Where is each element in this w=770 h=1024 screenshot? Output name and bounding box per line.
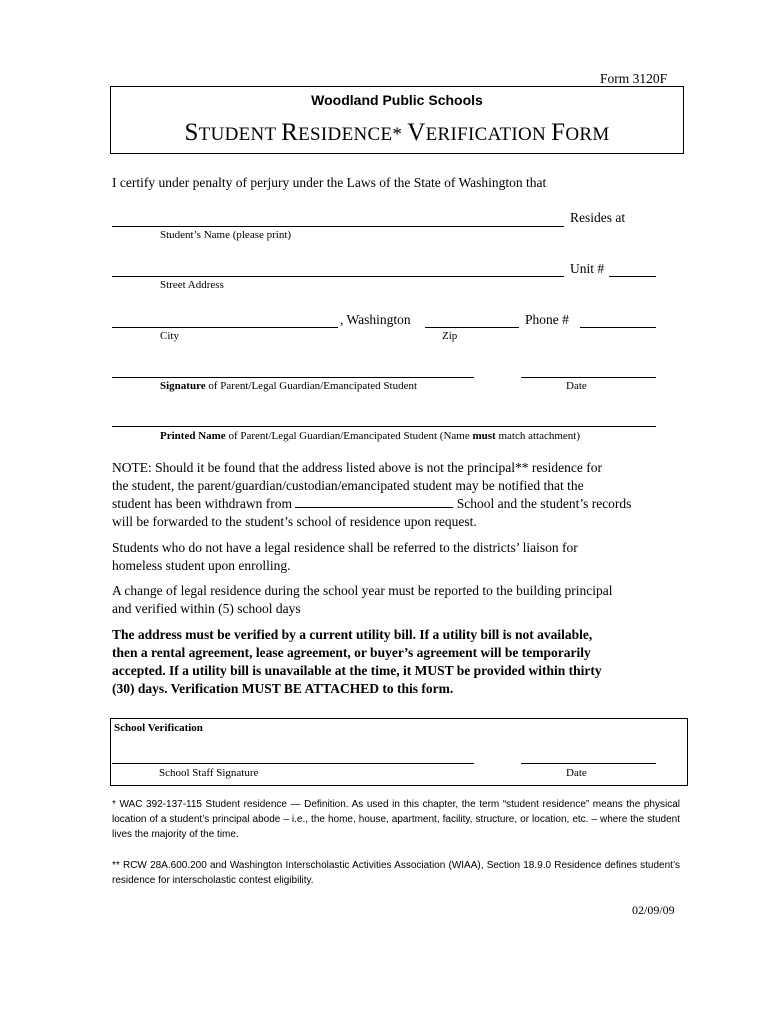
signature-date-label: Date bbox=[566, 380, 587, 392]
note-line: NOTE: Should it be found that the address listed above is not the principal** residence for bbox=[112, 460, 603, 475]
washington-label: , Washington bbox=[340, 312, 411, 327]
title-small-caps: TUDENT bbox=[198, 124, 282, 145]
staff-signature-label: School Staff Signature bbox=[159, 767, 259, 779]
school-verification-heading: School Verification bbox=[114, 722, 203, 734]
homeless-line: Students who do not have a legal residence shall be referred to the districts’ liaison for bbox=[112, 540, 578, 555]
title-small-caps: ERIFICATION bbox=[425, 124, 552, 145]
zip-field[interactable] bbox=[425, 327, 519, 328]
printed-name-bold: Printed Name bbox=[160, 430, 226, 442]
utility-bill-requirement bbox=[112, 626, 692, 698]
printed-name-end: match attachment) bbox=[495, 430, 581, 442]
printed-name-rest: of Parent/Legal Guardian/Emancipated Student (Name bbox=[225, 430, 473, 442]
signature-label-bold: Signature bbox=[160, 380, 206, 392]
note-line-end: School and the student’s records bbox=[456, 496, 632, 511]
change-line: A change of legal residence during the school year must be reported to the building principal bbox=[112, 583, 613, 598]
wac-footnote: * WAC 392-137-115 Student residence — Definition. As used in this chapter, the term “student residence” means the physical location of a student’s principal abode – i.e., the home, house, apartment, facility, structure, or location, etc. – where the student lives the majority of the time. bbox=[112, 799, 680, 840]
form-number: Form 3120F bbox=[600, 71, 668, 86]
unit-label: Unit # bbox=[570, 261, 605, 276]
verification-date-field[interactable] bbox=[521, 763, 656, 764]
requirement-line: (30) days. Verification MUST BE ATTACHED to this form. bbox=[112, 681, 454, 696]
withdrawn-school-field[interactable] bbox=[295, 495, 453, 508]
signature-label bbox=[160, 380, 417, 392]
certify-statement: I certify under penalty of perjury under the Laws of the State of Washington that bbox=[112, 175, 547, 190]
rcw-footnote: ** RCW 28A.600.200 and Washington Interscholastic Activities Association (WIAA), Section 18.9.0 Residence defines student’s residence for interscholastic contest eligibility. bbox=[112, 860, 680, 886]
note-line bbox=[112, 495, 692, 513]
form-title bbox=[111, 119, 683, 147]
student-name-label: Student’s Name (please print) bbox=[160, 229, 292, 241]
verification-date-label: Date bbox=[566, 767, 587, 779]
printed-name-label bbox=[160, 430, 580, 442]
city-field[interactable] bbox=[112, 327, 338, 328]
requirement-line: The address must be verified by a current utility bill. If a utility bill is not available, bbox=[112, 627, 593, 642]
change-line: and verified within (5) school days bbox=[112, 601, 301, 616]
title-cap-letter: V bbox=[407, 119, 426, 146]
title-small-caps: ORM bbox=[565, 124, 610, 145]
street-address-label: Street Address bbox=[160, 279, 224, 291]
form-header bbox=[110, 86, 684, 154]
residence-change-paragraph bbox=[112, 582, 692, 618]
school-verification-box bbox=[110, 718, 688, 786]
note-line: will be forwarded to the student’s school of residence upon request. bbox=[112, 514, 477, 529]
requirement-line: then a rental agreement, lease agreement, or buyer’s agreement will be temporarily bbox=[112, 645, 591, 660]
signature-date-field[interactable] bbox=[521, 377, 656, 378]
street-address-field[interactable] bbox=[112, 276, 564, 277]
homeless-paragraph bbox=[112, 539, 692, 575]
phone-field[interactable] bbox=[580, 327, 656, 328]
resides-at-label: Resides at bbox=[570, 210, 626, 225]
school-name: Woodland Public Schools bbox=[311, 92, 483, 108]
note-line: the student, the parent/guardian/custodian/emancipated student may be notified that the bbox=[112, 478, 584, 493]
requirement-line: accepted. If a utility bill is unavailable at the time, it MUST be provided within thirty bbox=[112, 663, 602, 678]
printed-name-must: must bbox=[472, 430, 496, 442]
parent-signature-field[interactable] bbox=[112, 377, 474, 378]
unit-field[interactable] bbox=[609, 276, 656, 277]
city-label: City bbox=[160, 330, 179, 342]
title-cap-letter: F bbox=[551, 119, 566, 146]
phone-label: Phone # bbox=[525, 312, 569, 327]
note-paragraph bbox=[112, 459, 692, 531]
title-cap-letter: R bbox=[281, 119, 299, 146]
signature-label-rest: of Parent/Legal Guardian/Emancipated Student bbox=[205, 380, 418, 392]
title-small-caps: ESIDENCE* bbox=[298, 124, 408, 145]
zip-label: Zip bbox=[442, 330, 458, 342]
student-name-field[interactable] bbox=[112, 226, 564, 227]
printed-name-field[interactable] bbox=[112, 426, 656, 427]
title-cap-letter: S bbox=[184, 119, 199, 146]
homeless-line: homeless student upon enrolling. bbox=[112, 558, 291, 573]
note-line-start: student has been withdrawn from bbox=[112, 496, 292, 511]
revision-date: 02/09/09 bbox=[632, 903, 675, 917]
staff-signature-field[interactable] bbox=[112, 763, 474, 764]
